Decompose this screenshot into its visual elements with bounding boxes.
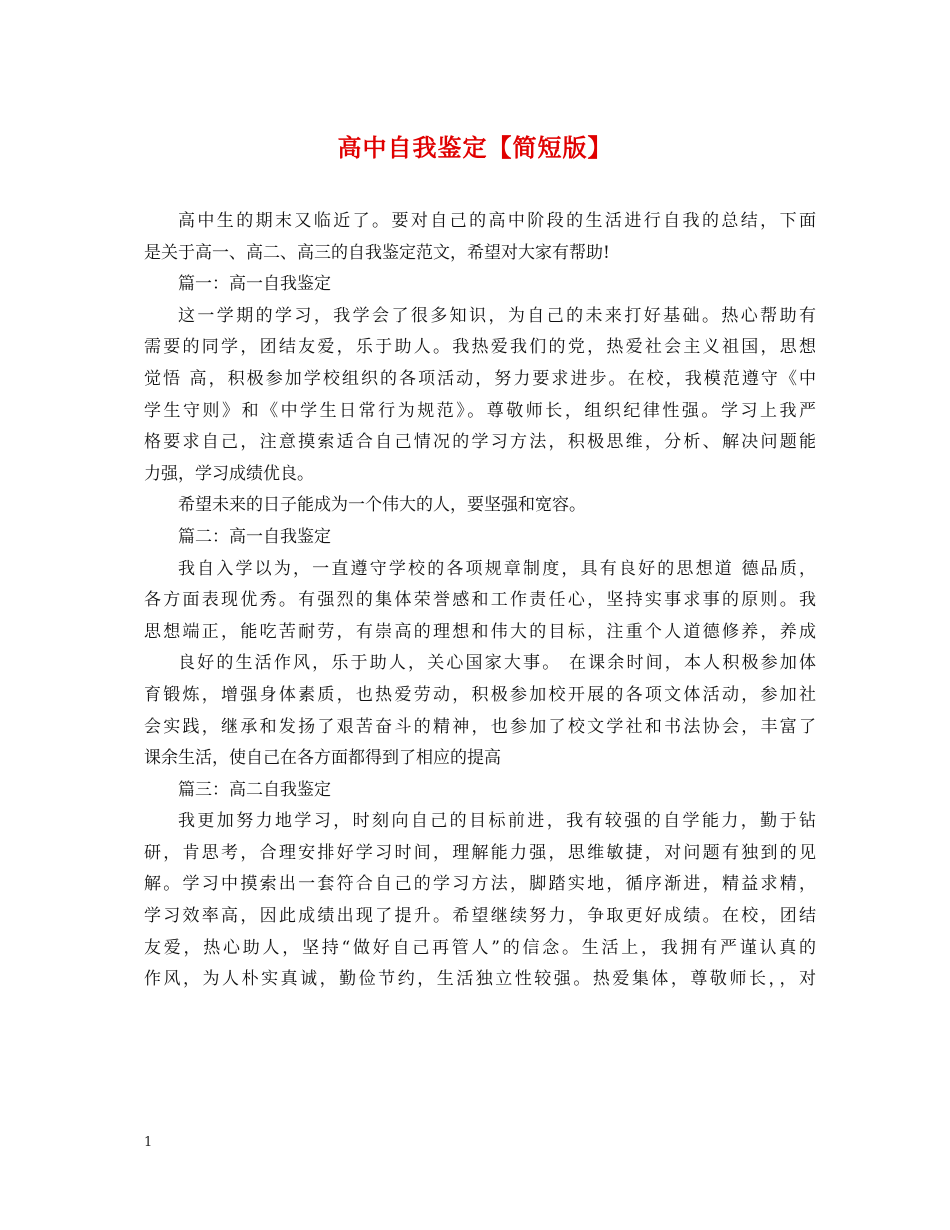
section-heading: 篇一：高一自我鉴定 (178, 274, 331, 295)
text-line: 解。学习中摸索出一套符合自己的学习方法，脚踏实地，循序渐进，精益求精， (144, 874, 816, 895)
text-line: 育锻炼，增强身体素质，也热爱劳动，积极参加校开展的各项文体活动，参加社 (144, 684, 816, 705)
text-line: 友爱，热心助人，坚持“做好自己再管人”的信念。生活上，我拥有严谨认真的 (144, 937, 816, 958)
text-line: 思想端正，能吃苦耐劳，有崇高的理想和伟大的目标，注重个人道德修养，养成 (144, 621, 816, 642)
text-line: 作风，为人朴实真诚，勤俭节约，生活独立性较强。热爱集体，尊敬师长，，对 (144, 969, 816, 990)
text-line: 力强，学习成绩优良。 (144, 463, 314, 484)
text-line: 需要的同学，团结友爱，乐于助人。我热爱我们的党，热爱社会主义祖国，思想 (144, 337, 816, 358)
section-heading: 篇三：高二自我鉴定 (178, 779, 331, 800)
text-line: 良好的生活作风，乐于助人，关心国家大事。 在课余时间，本人积极参加体 (178, 653, 816, 674)
text-line: 我更加努力地学习，时刻向自己的目标前进，我有较强的自学能力，勤于钻 (178, 811, 816, 832)
text-line: 高中生的期末又临近了。要对自己的高中阶段的生活进行自我的总结，下面 (178, 211, 816, 231)
document-title: 高中自我鉴定【简短版】 (337, 133, 613, 162)
text-line: 是关于高一、高二、高三的自我鉴定范文，希望对大家有帮助! (144, 242, 610, 263)
text-line: 我自入学以为，一直遵守学校的各项规章制度，具有良好的思想道 德品质， (178, 558, 816, 579)
text-line: 研，肯思考，合理安排好学习时间，理解能力强，思维敏捷，对问题有独到的见 (144, 842, 816, 863)
text-line: 这一学期的学习，我学会了很多知识，为自己的未来打好基础。热心帮助有 (178, 305, 816, 326)
text-line: 学习效率高，因此成绩出现了提升。希望继续努力，争取更好成绩。在校，团结 (144, 906, 816, 927)
text-line: 格要求自己，注意摸索适合自己情况的学习方法，积极思维，分析、解决问题能 (144, 432, 816, 453)
text-line: 各方面表现优秀。有强烈的集体荣誉感和工作责任心，坚持实事求事的原则。我 (144, 590, 816, 611)
page-number: 1 (144, 1135, 153, 1150)
section-heading: 篇二：高一自我鉴定 (178, 526, 331, 547)
text-line: 学生守则》和《中学生日常行为规范》。尊敬师长，组织纪律性强。学习上我严 (144, 400, 816, 421)
text-line: 课余生活，使自己在各方面都得到了相应的提高 (144, 748, 501, 769)
document-body (144, 206, 816, 996)
text-line: 觉悟 高，积极参加学校组织的各项活动，努力要求进步。在校，我模范遵守《中 (144, 368, 816, 389)
text-line: 会实践，继承和发扬了艰苦奋斗的精神，也参加了校文学社和书法协会，丰富了 (144, 716, 816, 737)
text-line: 希望未来的日子能成为一个伟大的人，要坚强和宽容。 (178, 495, 586, 516)
